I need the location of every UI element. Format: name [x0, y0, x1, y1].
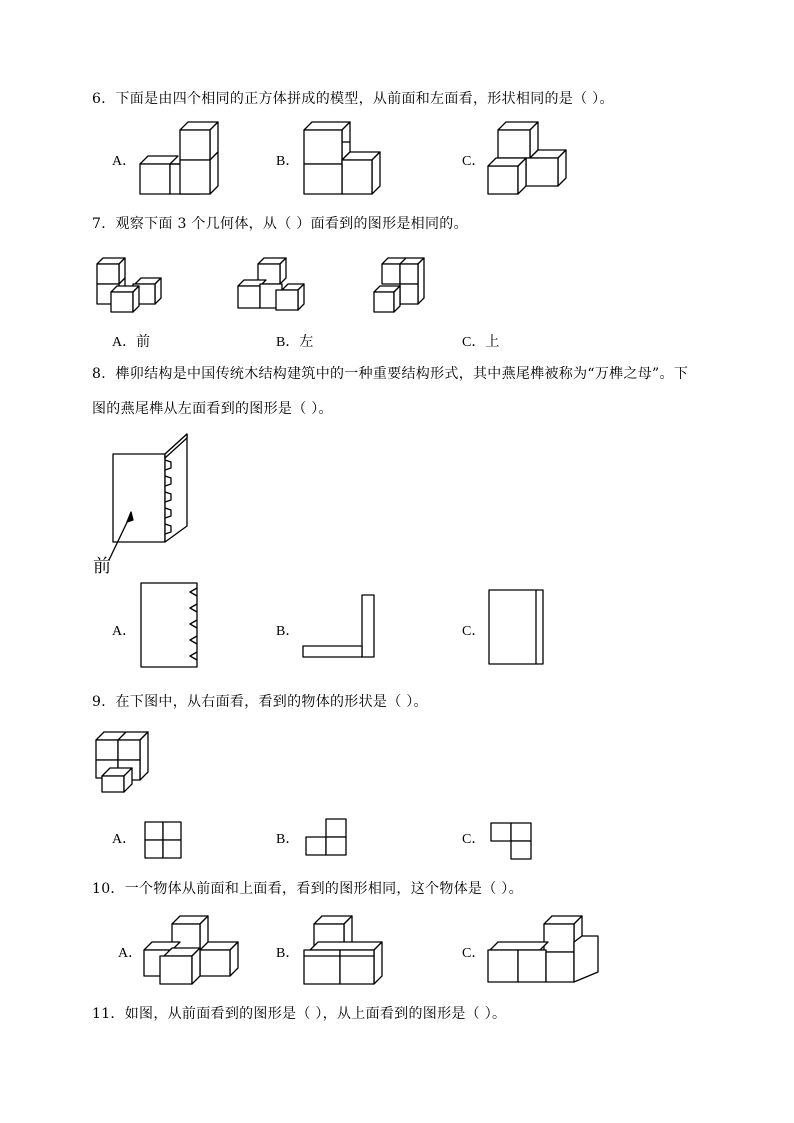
q9-option-b-label[interactable]: B．	[276, 832, 300, 847]
q8-option-b-figure	[302, 594, 378, 660]
question-6-text: 6．下面是由四个相同的正方体拼成的模型，从前面和左面看，形状相同的是（ ）。	[92, 91, 614, 107]
q8-option-a-label[interactable]: A．	[112, 624, 137, 639]
q9-option-c-figure	[490, 822, 534, 862]
q10-option-a-figure	[144, 912, 242, 986]
q7-solid-2	[238, 256, 306, 316]
question-11-text: 11．如图，从前面看到的图形是（ ），从上面看到的图形是（ ）。	[92, 1006, 507, 1022]
q8-option-c-label[interactable]: C．	[462, 624, 486, 639]
q7-option-b[interactable]: B．左	[276, 335, 314, 350]
q7-solid-3	[372, 256, 428, 316]
q6-option-a-label[interactable]: A．	[112, 154, 137, 169]
question-8-text-line1: 8．榫卯结构是中国传统木结构建筑中的一种重要结构形式，其中燕尾榫被称为“万榫之母”。下	[92, 366, 689, 382]
q9-solid-figure	[94, 730, 150, 794]
q8-option-b-label[interactable]: B．	[276, 624, 300, 639]
q8-front-label: 前	[93, 556, 111, 577]
question-9-text: 9．在下图中，从右面看，看到的物体的形状是（ ）。	[92, 694, 428, 710]
q6-option-b-label[interactable]: B．	[276, 154, 300, 169]
question-7-text: 7．观察下面 3 个几何体，从（ ）面看到的图形是相同的。	[92, 216, 468, 232]
question-10-text: 10．一个物体从前面和上面看，看到的图形相同，这个物体是（ ）。	[92, 881, 523, 897]
q8-option-a-figure	[140, 582, 202, 670]
q10-option-a-label[interactable]: A．	[118, 946, 143, 961]
q7-option-c[interactable]: C．上	[462, 335, 500, 350]
q6-option-b-figure	[304, 122, 384, 196]
q9-option-c-label[interactable]: C．	[462, 832, 486, 847]
q8-option-c-figure	[488, 589, 546, 665]
q6-option-c-figure	[488, 122, 570, 196]
q7-solid-1	[95, 256, 163, 316]
q9-option-a-figure	[144, 821, 184, 859]
q10-option-b-figure	[302, 912, 384, 986]
q6-option-c-label[interactable]: C．	[462, 154, 486, 169]
q10-option-c-figure	[486, 912, 602, 984]
q9-option-a-label[interactable]: A．	[112, 832, 137, 847]
q9-option-b-figure	[305, 818, 349, 858]
q10-option-c-label[interactable]: C．	[462, 946, 486, 961]
q8-dovetail-figure	[95, 432, 195, 572]
q10-option-b-label[interactable]: B．	[276, 946, 300, 961]
q7-option-a[interactable]: A．前	[112, 335, 151, 350]
question-8-text-line2: 图的燕尾榫从左面看到的图形是（ ）。	[92, 401, 333, 417]
q6-option-a-figure	[140, 122, 220, 196]
